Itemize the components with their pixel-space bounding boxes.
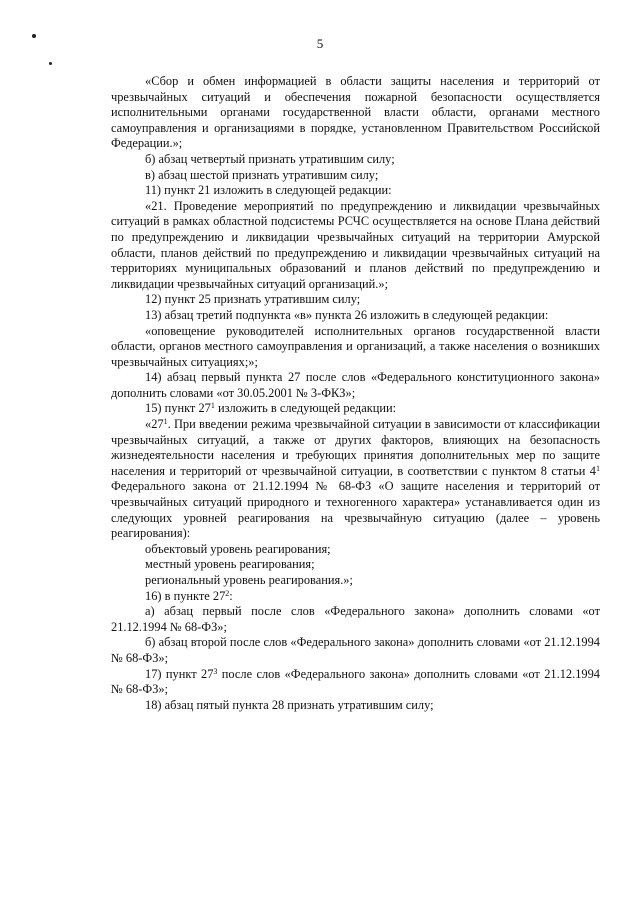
paragraph: в) абзац шестой признать утратившим силу;	[145, 167, 379, 182]
paragraph: б) абзац четвертый признать утратившим силу;	[145, 151, 395, 166]
paragraph: «$27^1$. При введении режима чрезвычайной ситуации в зависимости от классификации чрезвычайных ситуаций, а также от других факторов, влияющих на безопасность жизнедеятельности населения и требующих принятия дополнительных мер по защите населения и территорий от чрезвычайной ситуации, в соответствии с пунктом 8 статьи $4^1$ Федерального закона от 21.12.1994 № 68-ФЗ «О защите населения и территорий от чрезвычайных ситуаций природного и техногенного характера» устанавливается один из следующих уровней реагирования на чрезвычайную ситуацию (далее – уровень реагирования):	[111, 417, 600, 541]
paragraph: 17) пункт $27^3$ после слов «Федерального закона» дополнить словами «от 21.12.1994 № 68-ФЗ»;	[111, 666, 600, 697]
paragraph: «21. Проведение мероприятий по предупреждению и ликвидации чрезвычайных ситуаций в рамках областной подсистемы РСЧС осуществляется на основе Плана действий по предупреждению и ликвидации чрезвычайных ситуаций на территории Амурской области, планов действий по предупреждению и ликвидации чрезвычайных ситуаций на территориях муниципальных образований и планов действий по предупреждению и ликвидации чрезвычайных ситуаций организаций.»;	[111, 198, 600, 291]
superscript: 1	[596, 463, 600, 473]
paragraph: 11) пункт 21 изложить в следующей редакции:	[145, 183, 392, 198]
paragraph: а) абзац первый после слов «Федерального закона» дополнить словами «от 21.12.1994 № 68-ФЗ»;	[111, 604, 600, 634]
paragraph: «Сбор и обмен информацией в области защиты населения и территорий от чрезвычайных ситуаций и обеспечения пожарной безопасности осуществляется исполнительными органами государственной власти области, органами местного самоуправления и организациями в порядке, установленном Правительством Российской Федерации.»;	[111, 74, 600, 151]
paragraph: 18) абзац пятый пункта 28 признать утратившим силу;	[145, 697, 434, 712]
superscript: 2	[225, 588, 230, 598]
paragraph: объектовый уровень реагирования;	[145, 541, 331, 556]
paragraph: 13) абзац третий подпункта «в» пункта 26 изложить в следующей редакции:	[145, 307, 549, 322]
superscript: 1	[210, 401, 215, 411]
paragraph: 16) в пункте $27^2$:	[145, 588, 233, 603]
paragraph: б) абзац второй после слов «Федерального закона» дополнить словами «от 21.12.1994 № 68-ФЗ»;	[111, 635, 600, 665]
paragraph: «оповещение руководителей исполнительных органов государственной власти области, органов местного самоуправления и организаций, а также населения о возникших чрезвычайных ситуациях;»;	[111, 323, 600, 369]
page-number: 5	[316, 36, 324, 51]
paragraph: 14) абзац первый пункта 27 после слов «Федерального конституционного закона» дополнить словами «от 30.05.2001 № 3-ФКЗ»;	[111, 370, 600, 400]
superscript: 3	[213, 666, 218, 676]
paragraph: региональный уровень реагирования.»;	[145, 573, 353, 587]
margin-dot-2	[49, 62, 52, 65]
superscript: 1	[163, 417, 168, 427]
paragraph: 15) пункт $27^1$ изложить в следующей редакции:	[145, 401, 397, 416]
paragraph: 12) пункт 25 признать утратившим силу;	[145, 292, 361, 307]
paragraph: местный уровень реагирования;	[145, 557, 315, 572]
document-body	[111, 74, 600, 713]
